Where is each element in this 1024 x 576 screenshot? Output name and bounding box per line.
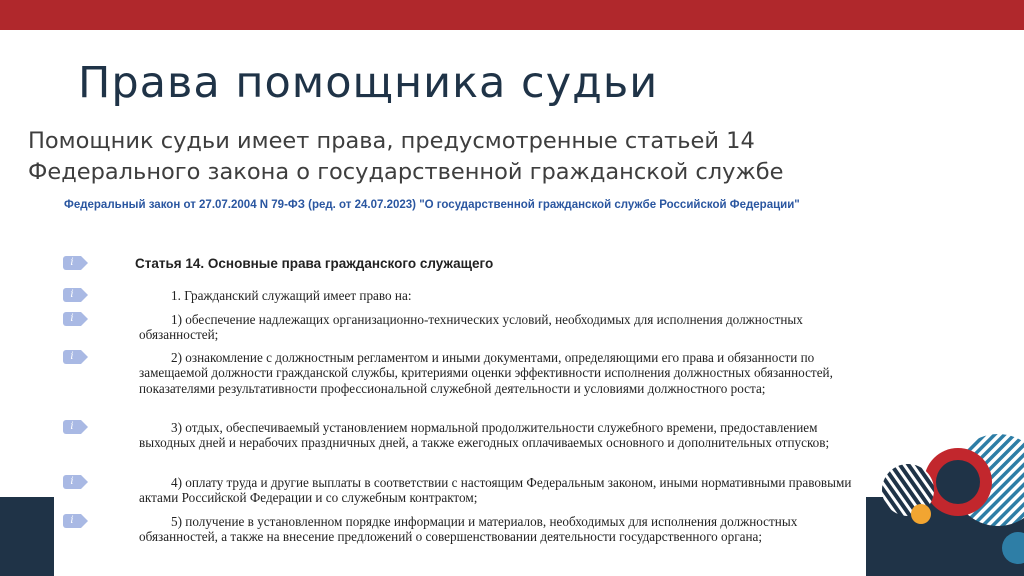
paragraph-item-3: 3) отдых, обеспечиваемый установлением нормальной продолжительности служебного времени, предоставлением выходных дней и нерабочих праздничных дней, а также ежегодных оплачиваемых основного и дополнительных отпусков; xyxy=(139,420,830,451)
info-icon[interactable]: i xyxy=(63,475,88,489)
paragraph-item-2: 2) ознакомление с должностным регламентом и иными документами, определяющими его права и обязанности по замещаемой должности гражданской службы, критериями оценки эффективности исполнения должностных обязанностей, показателями результативности профессиональной служебной деятельности и условиями должностного роста; xyxy=(139,350,833,396)
top-accent-bar xyxy=(0,0,1024,30)
decorative-circles xyxy=(878,430,1024,576)
paragraph-1: 1. Гражданский служащий имеет право на: xyxy=(171,288,412,303)
paragraph-item-5: 5) получение в установленном порядке информации и материалов, необходимых для исполнения должностных обязанностей, а также на внесение предложений о совершенствовании деятельности государственного органа; xyxy=(139,514,798,545)
orange-dot xyxy=(911,504,931,524)
slide-title: Права помощника судьи xyxy=(78,58,659,108)
info-icon[interactable]: i xyxy=(63,514,88,528)
law-header-link[interactable]: Федеральный закон от 27.07.2004 N 79-ФЗ (ред. от 24.07.2023) "О государственной гражданской службе Российской Федерации" xyxy=(64,199,800,211)
info-icon[interactable]: i xyxy=(63,420,88,434)
law-document-excerpt xyxy=(54,192,866,576)
article-title: Статья 14. Основные права гражданского служащего xyxy=(135,256,494,271)
info-icon[interactable]: i xyxy=(63,312,88,326)
info-icon[interactable]: i xyxy=(63,350,88,364)
info-icon[interactable]: i xyxy=(63,288,88,302)
slide-subtitle: Помощник судьи имеет права, предусмотренные статьей 14 Федерального закона о государственной гражданской службе xyxy=(28,128,784,185)
paragraph-item-4: 4) оплату труда и другие выплаты в соответствии с настоящим Федеральным законом, иными нормативными правовыми актами Российской Федерации и со служебным контрактом; xyxy=(139,475,852,506)
info-icon[interactable]: i xyxy=(63,256,88,270)
paragraph-item-1: 1) обеспечение надлежащих организационно-технических условий, необходимых для исполнения должностных обязанностей; xyxy=(139,312,803,343)
